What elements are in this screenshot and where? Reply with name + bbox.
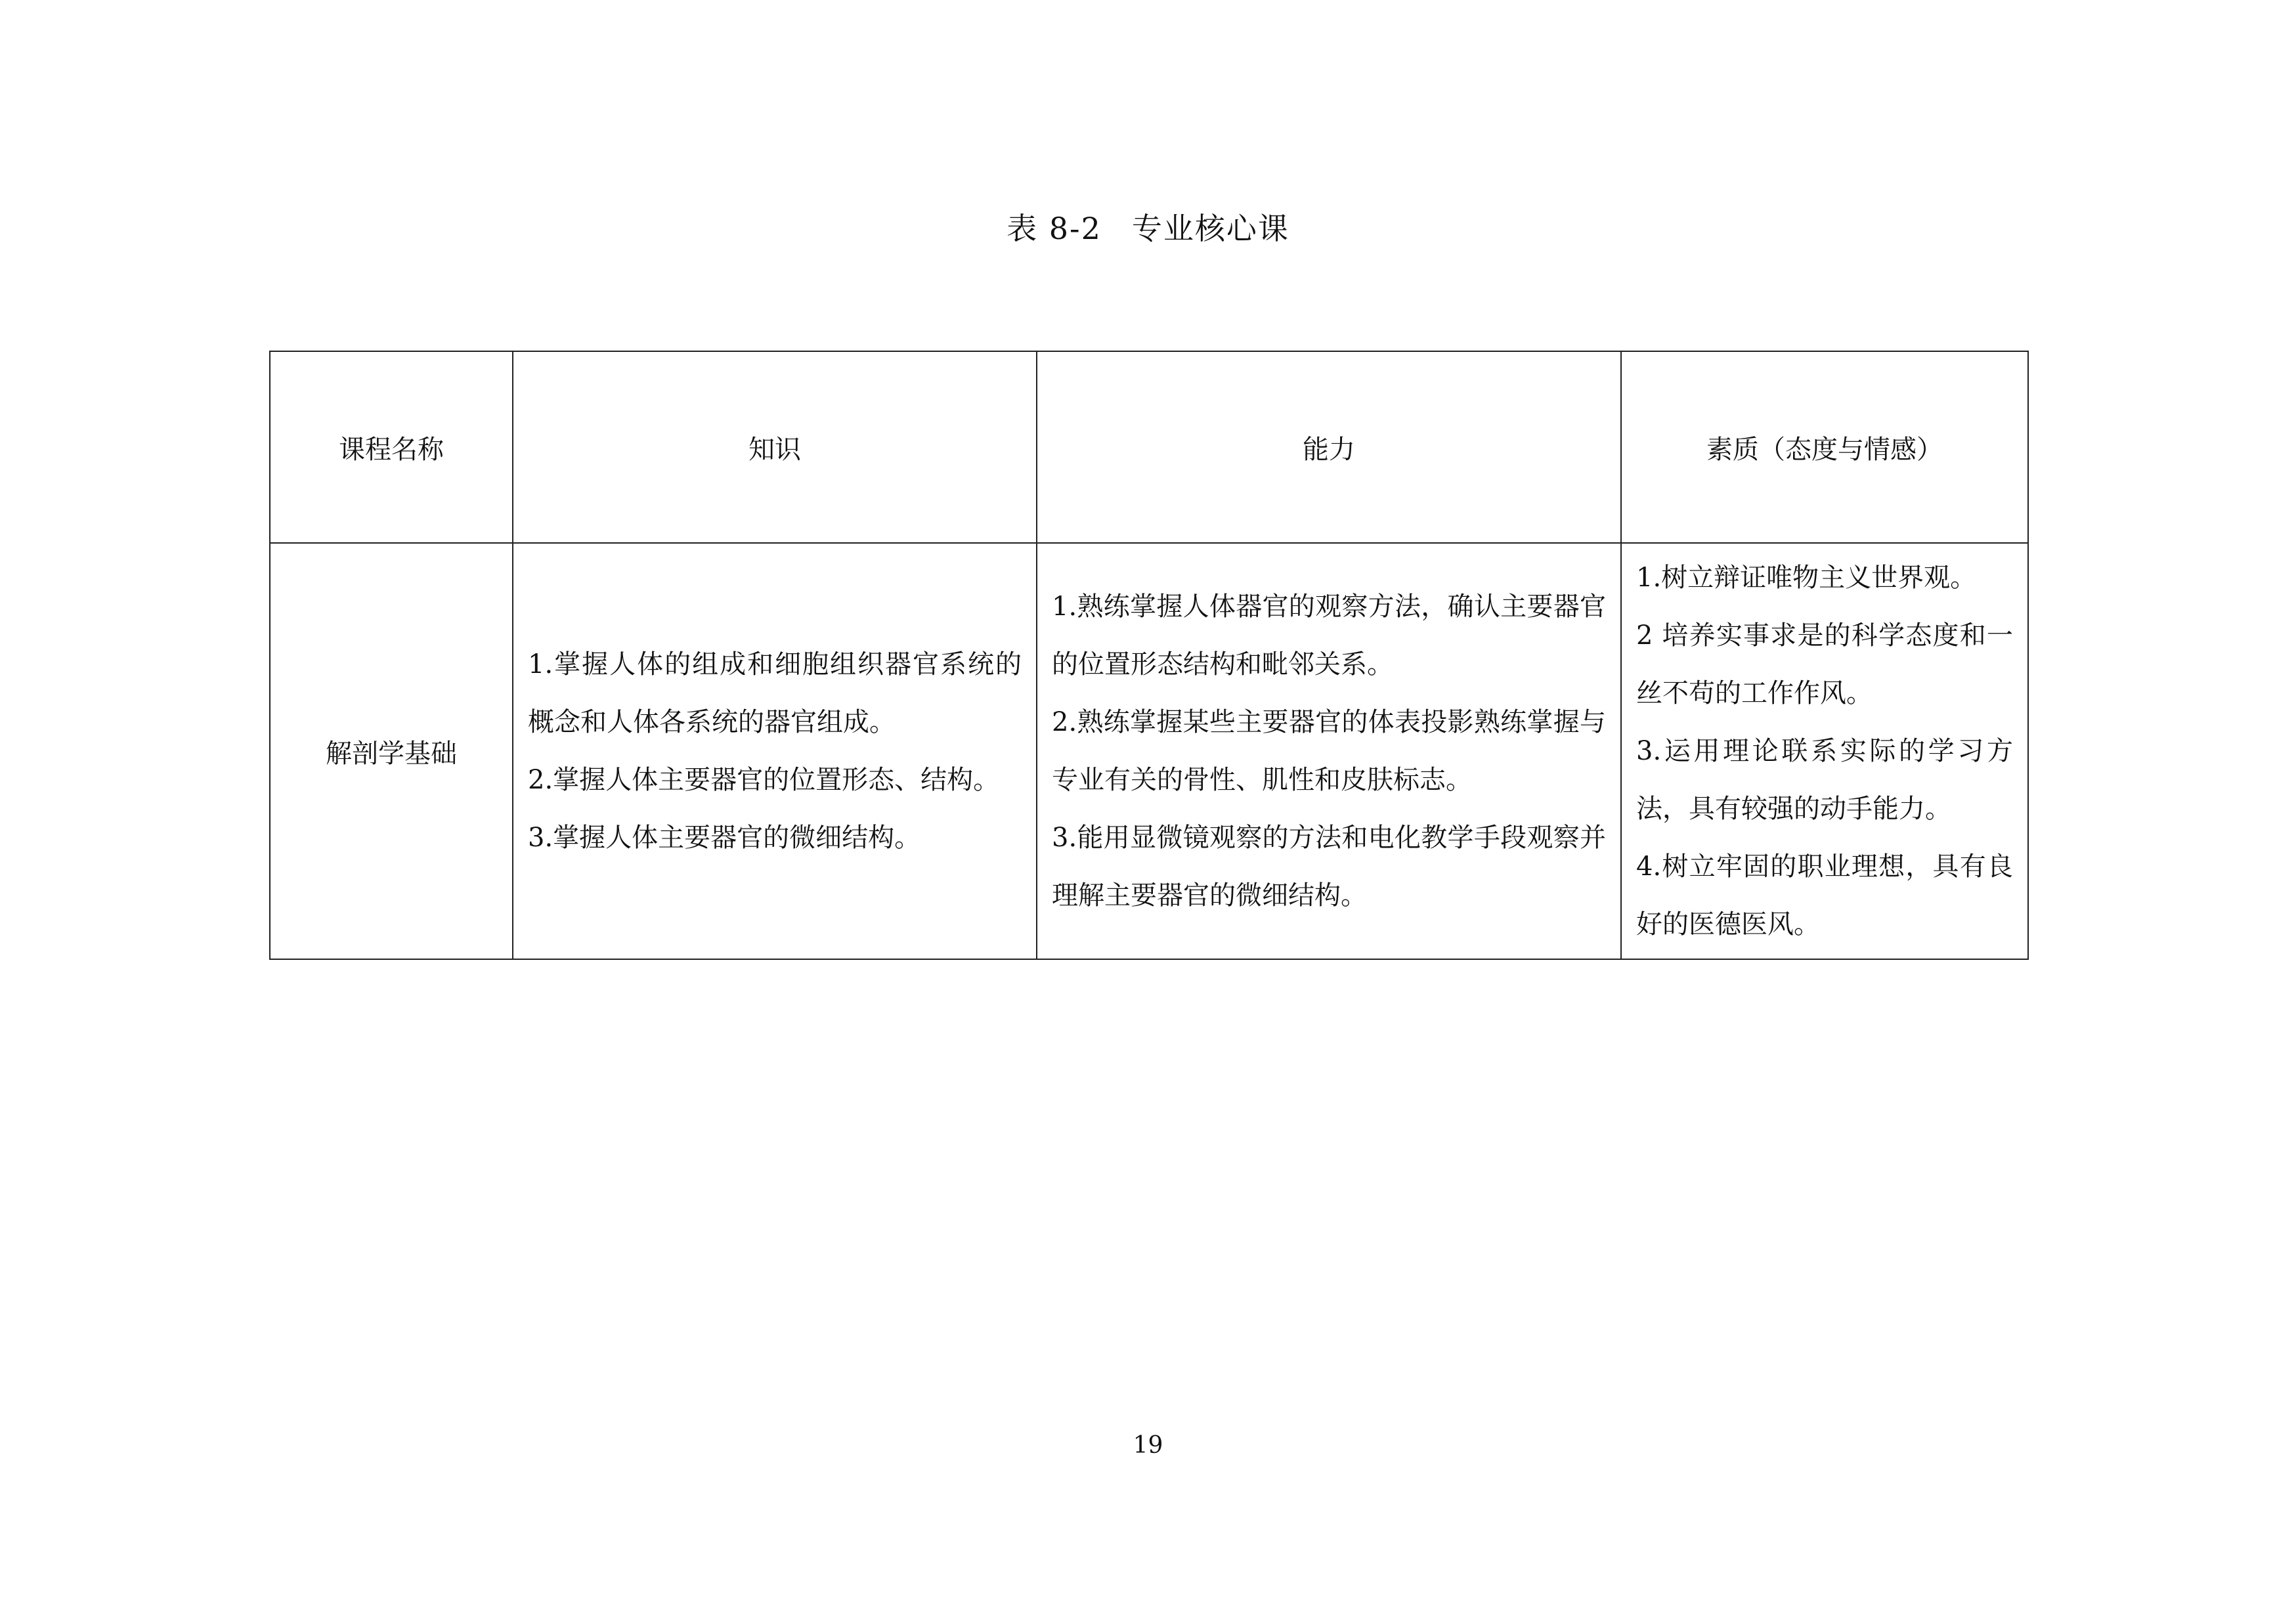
knowledge-item: 3.掌握人体主要器官的微细结构。 (528, 823, 921, 853)
header-ability: 能力 (1037, 351, 1621, 543)
knowledge-cell (513, 543, 1037, 959)
table-header-row (270, 351, 2028, 543)
quality-item: 2 培养实事求是的科学态度和一丝不苟的工作作风。 (1636, 620, 2013, 708)
table-caption-label: 表 8-2 (1007, 211, 1102, 246)
knowledge-item: 2.掌握人体主要器官的位置形态、结构。 (528, 765, 1000, 795)
quality-cell (1621, 543, 2028, 959)
core-course-table (269, 351, 2029, 960)
page-number: 19 (1133, 1432, 1163, 1459)
ability-item: 3.能用显微镜观察的方法和电化教学手段观察并理解主要器官的微细结构。 (1052, 823, 1606, 911)
ability-cell (1037, 543, 1621, 959)
table-row (270, 543, 2028, 959)
ability-item: 2.熟练掌握某些主要器官的体表投影熟练掌握与专业有关的骨性、肌性和皮肤标志。 (1052, 707, 1606, 795)
quality-item: 1.树立辩证唯物主义世界观。 (1636, 563, 1977, 593)
quality-item: 4.树立牢固的职业理想，具有良好的医德医风。 (1636, 852, 2013, 940)
header-quality: 素质（态度与情感） (1621, 351, 2028, 543)
table-caption (0, 209, 2296, 248)
ability-item: 1.熟练掌握人体器官的观察方法，确认主要器官的位置形态结构和毗邻关系。 (1052, 592, 1606, 680)
header-knowledge: 知识 (513, 351, 1037, 543)
header-course-name: 课程名称 (270, 351, 513, 543)
course-name-cell: 解剖学基础 (270, 543, 513, 959)
quality-item: 3.运用理论联系实际的学习方法，具有较强的动手能力。 (1636, 736, 2013, 824)
table-caption-text: 专业核心课 (1131, 211, 1289, 246)
knowledge-item: 1.掌握人体的组成和细胞组织器官系统的概念和人体各系统的器官组成。 (528, 649, 1022, 737)
